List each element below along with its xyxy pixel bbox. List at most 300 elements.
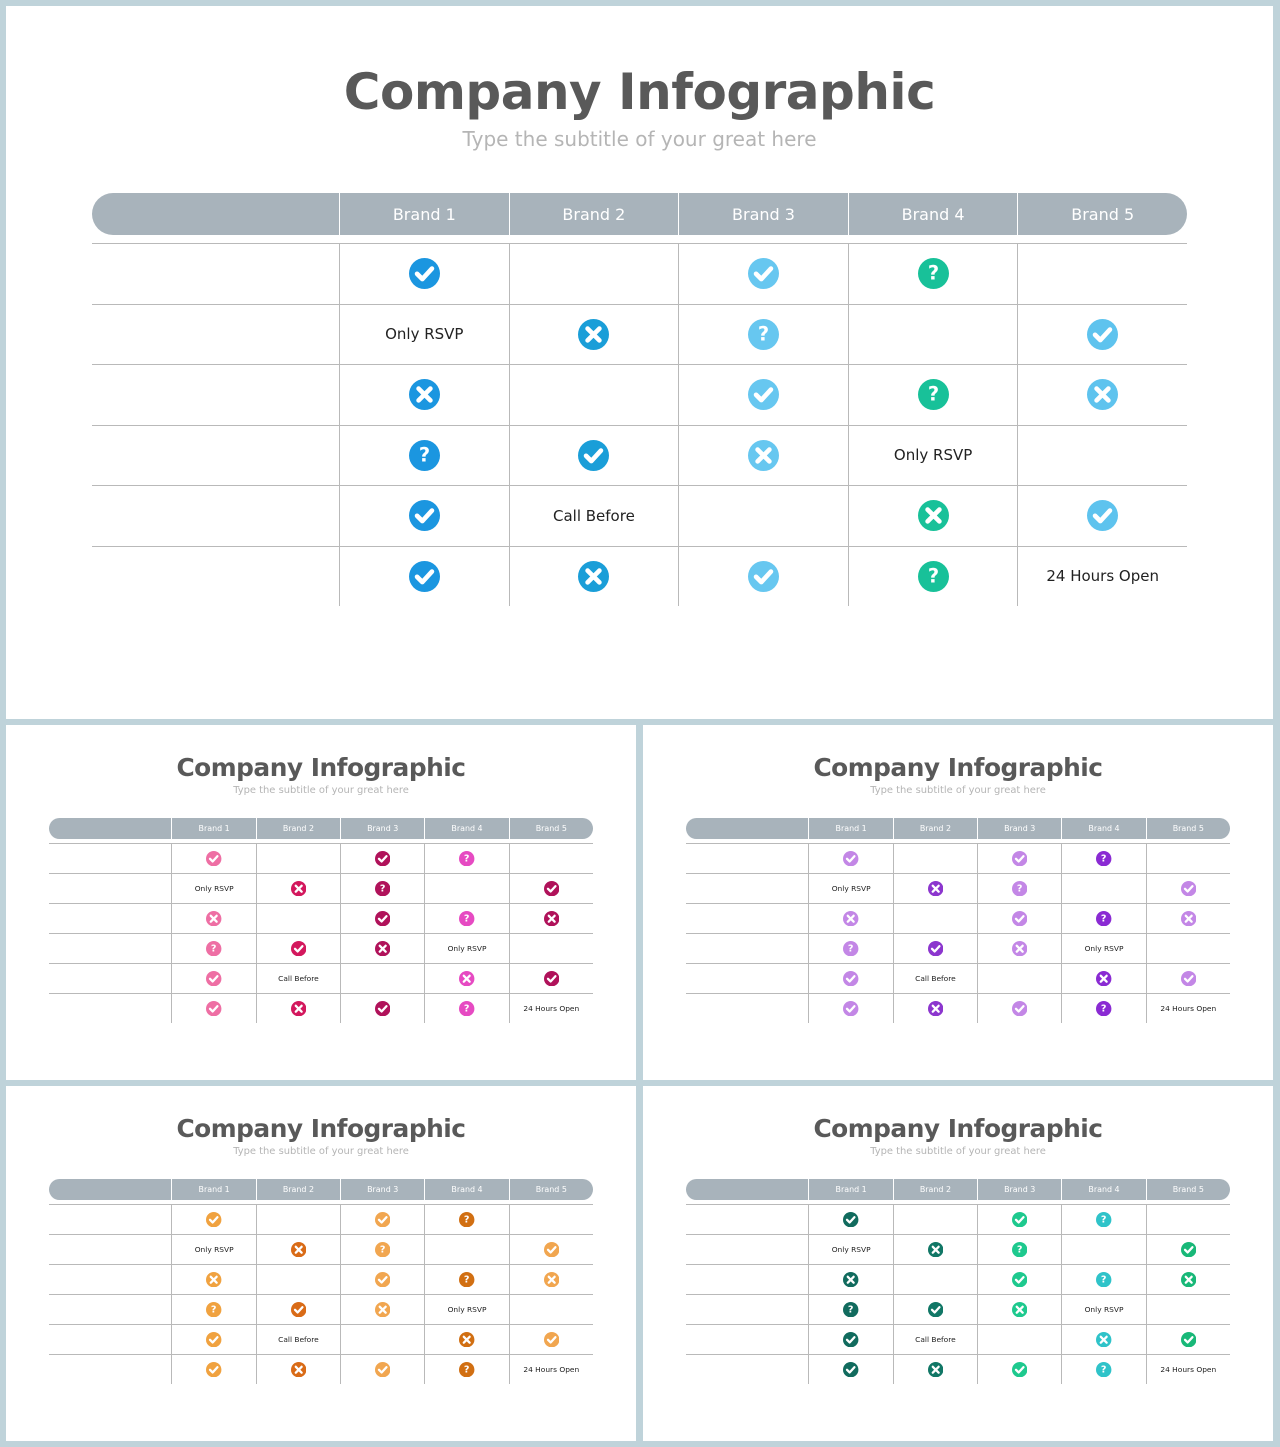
comparison-table xyxy=(92,193,1187,606)
header-brand-3: Brand 3 xyxy=(340,818,424,839)
cell-brand-3 xyxy=(977,934,1061,963)
check-icon xyxy=(206,1362,221,1377)
table-header xyxy=(92,193,1187,235)
question-icon xyxy=(1096,1272,1111,1287)
cross-icon xyxy=(928,1001,943,1016)
cross-icon xyxy=(918,500,949,531)
table-row xyxy=(49,1264,593,1294)
check-icon xyxy=(928,1302,943,1317)
check-icon xyxy=(748,258,779,289)
table-row xyxy=(49,1324,593,1354)
header-brand-4: Brand 4 xyxy=(424,818,508,839)
cell-brand-4 xyxy=(424,1295,508,1324)
table-row xyxy=(686,843,1230,873)
check-icon xyxy=(544,1332,559,1347)
question-icon xyxy=(375,1242,390,1257)
svg-text:?: ? xyxy=(464,913,470,925)
cross-icon xyxy=(291,1001,306,1016)
cell-brand-4 xyxy=(424,1235,508,1264)
check-icon xyxy=(1012,911,1027,926)
cell-brand-1 xyxy=(808,1295,892,1324)
cell-brand-1 xyxy=(171,1235,255,1264)
slide-title: Company Infographic xyxy=(813,752,1103,782)
check-icon xyxy=(291,1302,306,1317)
cell-brand-3 xyxy=(977,1295,1061,1324)
slide-blue xyxy=(6,6,1273,719)
row-label xyxy=(49,1325,172,1354)
svg-text:?: ? xyxy=(1101,1003,1107,1015)
slide-title: Company Infographic xyxy=(176,1113,466,1143)
cell-brand-4 xyxy=(1061,1355,1145,1384)
question-icon xyxy=(918,258,949,289)
check-icon xyxy=(1181,881,1196,896)
svg-text:?: ? xyxy=(418,443,430,467)
question-icon xyxy=(409,440,440,471)
cell-brand-2 xyxy=(893,964,977,993)
table-row xyxy=(49,993,593,1023)
check-icon xyxy=(206,1001,221,1016)
svg-text:?: ? xyxy=(1101,1274,1107,1286)
cross-icon xyxy=(928,1242,943,1257)
svg-text:?: ? xyxy=(1101,1214,1107,1226)
cell-brand-3 xyxy=(340,1265,424,1294)
cell-brand-2 xyxy=(893,904,977,933)
slide-pink xyxy=(6,725,636,1080)
cell-brand-3 xyxy=(678,426,848,486)
row-label xyxy=(686,1355,809,1384)
table-header xyxy=(49,1179,593,1200)
cell-brand-4 xyxy=(1061,1265,1145,1294)
row-label xyxy=(686,904,809,933)
cell-brand-3 xyxy=(977,844,1061,873)
slide-orange xyxy=(6,1086,636,1441)
row-label xyxy=(686,1325,809,1354)
svg-text:?: ? xyxy=(1101,853,1107,865)
check-icon xyxy=(1012,1001,1027,1016)
table-row xyxy=(49,933,593,963)
svg-text:?: ? xyxy=(757,322,770,346)
slide-subtitle: Type the subtitle of your great here xyxy=(870,785,1046,797)
table-row xyxy=(686,993,1230,1023)
row-label xyxy=(49,1205,172,1234)
header-brand-2: Brand 2 xyxy=(509,193,679,235)
cell-brand-3 xyxy=(340,874,424,903)
cell-brand-4 xyxy=(1061,1205,1145,1234)
svg-text:?: ? xyxy=(1016,883,1023,895)
header-brand-1: Brand 1 xyxy=(339,193,509,235)
svg-text:?: ? xyxy=(464,1214,470,1226)
row-label xyxy=(49,844,172,873)
cell-brand-5 xyxy=(509,934,593,963)
table-row xyxy=(49,843,593,873)
header-brand-2: Brand 2 xyxy=(893,1179,977,1200)
check-icon xyxy=(375,1272,390,1287)
check-icon xyxy=(1181,1242,1196,1257)
cell-brand-4 xyxy=(424,904,508,933)
header-brand-1: Brand 1 xyxy=(808,818,892,839)
cell-brand-3 xyxy=(678,305,848,365)
check-icon xyxy=(375,911,390,926)
row-label xyxy=(49,1355,172,1384)
cross-icon xyxy=(1181,1272,1196,1287)
question-icon xyxy=(459,1001,474,1016)
cell-brand-5 xyxy=(509,964,593,993)
cell-brand-5 xyxy=(1017,244,1187,304)
cell-brand-1 xyxy=(171,874,255,903)
check-icon xyxy=(206,851,221,866)
table-header xyxy=(686,1179,1230,1200)
cell-brand-5 xyxy=(1017,486,1187,546)
question-icon xyxy=(1096,1001,1111,1016)
table-row xyxy=(92,304,1187,365)
cross-icon xyxy=(291,881,306,896)
slide-subtitle: Type the subtitle of your great here xyxy=(233,785,409,797)
check-icon xyxy=(843,1362,858,1377)
cell-brand-4 xyxy=(424,1265,508,1294)
question-icon xyxy=(459,851,474,866)
cross-icon xyxy=(578,561,609,592)
slide-title: Company Infographic xyxy=(813,1113,1103,1143)
header-brand-4: Brand 4 xyxy=(1061,818,1145,839)
question-icon xyxy=(1096,1212,1111,1227)
cross-icon xyxy=(1181,911,1196,926)
table-row xyxy=(686,1234,1230,1264)
cross-icon xyxy=(1087,379,1118,410)
cross-icon xyxy=(843,911,858,926)
header-brand-1: Brand 1 xyxy=(171,1179,255,1200)
table-row xyxy=(49,1354,593,1384)
cell-brand-1 xyxy=(171,904,255,933)
check-icon xyxy=(409,258,440,289)
cross-icon xyxy=(748,440,779,471)
header-brand-5: Brand 5 xyxy=(509,1179,593,1200)
table-row xyxy=(686,1324,1230,1354)
cell-brand-5 xyxy=(1146,1205,1230,1234)
cross-icon xyxy=(578,319,609,350)
cell-brand-4 xyxy=(424,1325,508,1354)
cell-brand-4 xyxy=(1061,964,1145,993)
check-icon xyxy=(375,1362,390,1377)
cell-brand-2 xyxy=(256,1235,340,1264)
check-icon xyxy=(748,379,779,410)
cell-brand-3 xyxy=(977,1205,1061,1234)
table-row xyxy=(92,485,1187,546)
cross-icon xyxy=(375,1302,390,1317)
question-icon xyxy=(459,1212,474,1227)
table-row xyxy=(686,1354,1230,1384)
header-brand-2: Brand 2 xyxy=(256,1179,340,1200)
svg-text:?: ? xyxy=(848,943,854,955)
cross-icon xyxy=(544,1272,559,1287)
cell-text: 24 Hours Open xyxy=(1046,567,1159,586)
cell-brand-1 xyxy=(171,1265,255,1294)
question-icon xyxy=(459,1362,474,1377)
row-label xyxy=(92,365,339,425)
cell-brand-5 xyxy=(509,1355,593,1384)
check-icon xyxy=(375,851,390,866)
row-label xyxy=(92,486,339,546)
question-icon xyxy=(918,561,949,592)
cell-text: 24 Hours Open xyxy=(1160,1365,1217,1375)
cell-brand-2 xyxy=(256,1355,340,1384)
row-label xyxy=(686,874,809,903)
cell-brand-4 xyxy=(424,964,508,993)
cell-brand-2 xyxy=(509,365,679,425)
cell-brand-4 xyxy=(1061,934,1145,963)
check-icon xyxy=(206,971,221,986)
cell-brand-3 xyxy=(340,1325,424,1354)
cell-brand-2 xyxy=(256,844,340,873)
check-icon xyxy=(409,561,440,592)
cell-brand-2 xyxy=(893,994,977,1023)
check-icon xyxy=(843,971,858,986)
header-brand-3: Brand 3 xyxy=(678,193,848,235)
cell-brand-3 xyxy=(977,994,1061,1023)
cell-brand-4 xyxy=(424,1205,508,1234)
table-row xyxy=(686,1294,1230,1324)
cell-brand-1 xyxy=(808,1205,892,1234)
cell-brand-4 xyxy=(848,305,1018,365)
cell-brand-1 xyxy=(171,934,255,963)
cell-brand-5 xyxy=(509,874,593,903)
check-icon xyxy=(375,1001,390,1016)
cross-icon xyxy=(291,1242,306,1257)
cell-brand-4 xyxy=(424,994,508,1023)
table-row xyxy=(92,243,1187,304)
cell-brand-3 xyxy=(678,547,848,607)
cell-text: Call Before xyxy=(278,974,319,984)
cell-brand-3 xyxy=(340,994,424,1023)
cell-brand-5 xyxy=(1146,1235,1230,1264)
cell-brand-5 xyxy=(1146,844,1230,873)
row-label xyxy=(49,1265,172,1294)
cell-brand-1 xyxy=(808,994,892,1023)
cell-text: Only RSVP xyxy=(447,944,487,954)
cell-brand-2 xyxy=(256,964,340,993)
cell-brand-2 xyxy=(256,1265,340,1294)
cell-brand-2 xyxy=(256,934,340,963)
cell-brand-1 xyxy=(171,1295,255,1324)
cell-brand-4 xyxy=(1061,1235,1145,1264)
check-icon xyxy=(1012,1272,1027,1287)
cross-icon xyxy=(1096,971,1111,986)
check-icon xyxy=(1181,1332,1196,1347)
cell-brand-5 xyxy=(509,1265,593,1294)
cell-text: Call Before xyxy=(552,506,635,525)
cell-brand-5 xyxy=(1017,547,1187,607)
cell-brand-5 xyxy=(1146,934,1230,963)
table-row xyxy=(686,963,1230,993)
svg-text:?: ? xyxy=(927,261,939,285)
cell-text: Only RSVP xyxy=(194,883,234,893)
slide-teal xyxy=(643,1086,1273,1441)
cell-brand-4 xyxy=(424,934,508,963)
cell-brand-1 xyxy=(339,426,509,486)
row-label xyxy=(92,244,339,304)
svg-text:?: ? xyxy=(211,1304,217,1316)
cell-brand-5 xyxy=(509,994,593,1023)
question-icon xyxy=(459,911,474,926)
question-icon xyxy=(375,881,390,896)
cell-text: Only RSVP xyxy=(385,325,464,344)
cell-brand-3 xyxy=(977,1325,1061,1354)
cell-brand-5 xyxy=(1146,1295,1230,1324)
question-icon xyxy=(1096,851,1111,866)
cell-brand-4 xyxy=(848,365,1018,425)
row-label xyxy=(49,1295,172,1324)
comparison-table xyxy=(49,818,593,1023)
cell-brand-4 xyxy=(1061,844,1145,873)
cell-brand-1 xyxy=(339,486,509,546)
cell-brand-3 xyxy=(340,1205,424,1234)
table-row xyxy=(686,873,1230,903)
table-row xyxy=(92,364,1187,425)
table-row xyxy=(49,1204,593,1234)
svg-text:?: ? xyxy=(379,1244,386,1256)
cell-text: Call Before xyxy=(915,1335,956,1345)
cell-brand-2 xyxy=(256,1295,340,1324)
header-brand-1: Brand 1 xyxy=(808,1179,892,1200)
cell-brand-5 xyxy=(1146,904,1230,933)
cell-brand-5 xyxy=(1146,964,1230,993)
check-icon xyxy=(928,941,943,956)
question-icon xyxy=(748,319,779,350)
row-label xyxy=(92,426,339,486)
cell-text: 24 Hours Open xyxy=(1160,1004,1217,1014)
question-icon xyxy=(1012,881,1027,896)
cell-brand-2 xyxy=(256,994,340,1023)
question-icon xyxy=(843,1302,858,1317)
check-icon xyxy=(1087,319,1118,350)
cell-brand-1 xyxy=(171,964,255,993)
cell-brand-5 xyxy=(1146,1325,1230,1354)
cross-icon xyxy=(206,911,221,926)
cell-brand-1 xyxy=(171,1205,255,1234)
cell-brand-3 xyxy=(340,904,424,933)
cell-brand-4 xyxy=(1061,904,1145,933)
question-icon xyxy=(843,941,858,956)
cell-brand-3 xyxy=(977,964,1061,993)
table-row xyxy=(686,1264,1230,1294)
slide-title: Company Infographic xyxy=(176,752,466,782)
question-icon xyxy=(206,941,221,956)
cell-brand-4 xyxy=(1061,1295,1145,1324)
row-label xyxy=(686,994,809,1023)
cell-brand-2 xyxy=(893,1325,977,1354)
cell-text: Only RSVP xyxy=(831,883,871,893)
cell-brand-1 xyxy=(171,1325,255,1354)
cell-brand-3 xyxy=(977,904,1061,933)
check-icon xyxy=(1087,500,1118,531)
cell-brand-5 xyxy=(1017,305,1187,365)
cell-brand-2 xyxy=(256,1325,340,1354)
cell-brand-2 xyxy=(509,486,679,546)
cell-brand-2 xyxy=(509,547,679,607)
header-brand-1: Brand 1 xyxy=(171,818,255,839)
svg-text:?: ? xyxy=(1101,913,1107,925)
cell-brand-5 xyxy=(1146,994,1230,1023)
check-icon xyxy=(1012,851,1027,866)
cross-icon xyxy=(928,881,943,896)
svg-text:?: ? xyxy=(464,1364,470,1376)
header-brand-2: Brand 2 xyxy=(893,818,977,839)
svg-text:?: ? xyxy=(464,853,470,865)
cell-brand-1 xyxy=(808,1325,892,1354)
question-icon xyxy=(1096,1362,1111,1377)
cross-icon xyxy=(409,379,440,410)
cell-brand-4 xyxy=(1061,994,1145,1023)
table-row xyxy=(49,1234,593,1264)
row-label xyxy=(686,1265,809,1294)
header-brand-3: Brand 3 xyxy=(977,818,1061,839)
cross-icon xyxy=(291,1362,306,1377)
cell-brand-5 xyxy=(1017,365,1187,425)
check-icon xyxy=(748,561,779,592)
cell-brand-3 xyxy=(977,1265,1061,1294)
cell-text: Only RSVP xyxy=(447,1305,487,1315)
cell-brand-3 xyxy=(678,486,848,546)
cell-brand-1 xyxy=(339,547,509,607)
slide-purple xyxy=(643,725,1273,1080)
row-label xyxy=(92,547,339,607)
table-header xyxy=(686,818,1230,839)
row-label xyxy=(686,934,809,963)
question-icon xyxy=(918,379,949,410)
slide-subtitle: Type the subtitle of your great here xyxy=(870,1146,1046,1158)
svg-text:?: ? xyxy=(464,1274,470,1286)
cell-brand-1 xyxy=(808,1355,892,1384)
question-icon xyxy=(459,1272,474,1287)
cell-brand-5 xyxy=(509,1295,593,1324)
cell-brand-1 xyxy=(171,994,255,1023)
cell-brand-2 xyxy=(893,1265,977,1294)
cell-brand-4 xyxy=(424,1355,508,1384)
table-row xyxy=(92,546,1187,607)
table-row xyxy=(49,903,593,933)
check-icon xyxy=(409,500,440,531)
cell-text: Only RSVP xyxy=(1084,944,1124,954)
table-row xyxy=(686,933,1230,963)
svg-text:?: ? xyxy=(379,883,386,895)
cell-brand-1 xyxy=(808,934,892,963)
cross-icon xyxy=(1096,1332,1111,1347)
cell-brand-1 xyxy=(171,844,255,873)
cell-brand-4 xyxy=(1061,1325,1145,1354)
row-label xyxy=(49,874,172,903)
row-label xyxy=(686,1235,809,1264)
cell-brand-5 xyxy=(509,1325,593,1354)
header-brand-5: Brand 5 xyxy=(1146,1179,1230,1200)
check-icon xyxy=(375,1212,390,1227)
cell-brand-4 xyxy=(848,244,1018,304)
cell-brand-3 xyxy=(678,365,848,425)
table-header xyxy=(49,818,593,839)
cell-brand-5 xyxy=(509,904,593,933)
cell-brand-3 xyxy=(977,1235,1061,1264)
cell-brand-2 xyxy=(256,1205,340,1234)
cell-text: Call Before xyxy=(278,1335,319,1345)
cell-brand-4 xyxy=(848,547,1018,607)
table-row xyxy=(686,903,1230,933)
check-icon xyxy=(544,971,559,986)
cell-brand-3 xyxy=(340,1235,424,1264)
check-icon xyxy=(843,851,858,866)
cross-icon xyxy=(459,1332,474,1347)
cell-brand-4 xyxy=(424,874,508,903)
check-icon xyxy=(1181,971,1196,986)
cell-brand-1 xyxy=(808,964,892,993)
slide-title: Company Infographic xyxy=(343,63,936,121)
